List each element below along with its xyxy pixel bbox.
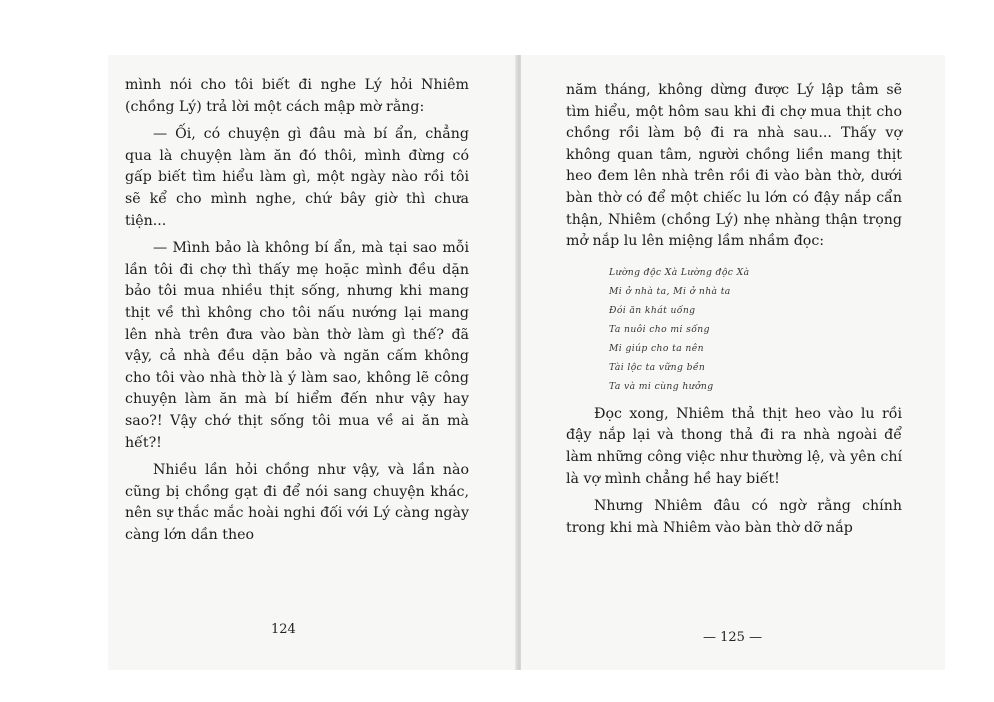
- verse-line: Đói ăn khát uống: [609, 304, 696, 316]
- page-number: — 125 —: [703, 630, 763, 645]
- left-page-text: [125, 75, 469, 546]
- right-page: [521, 55, 945, 670]
- verse-line: Mi giúp cho ta nên: [609, 342, 704, 354]
- verse-line: Ta và mi cùng hưởng: [609, 380, 714, 392]
- paragraph: năm tháng, không dừng được Lý lập tâm sẽ tìm hiểu, một hôm sau khi đi chợ mua thịt cho chồng rồi làm bộ đi ra nhà sau... Thấy vợ không quan tâm, người chồng liền mang thịt heo đem lên nhà trên rồi đi vào bàn thờ, dưới bàn thờ có để một chiếc lu lớn có đậy nắp cẩn thận, Nhiêm (chồng Lý) nhẹ nhàng thận trọng mở nắp lu lên miệng lầm nhầm đọc:: [566, 82, 902, 250]
- paragraph: Nhiều lần hỏi chồng như vậy, và lần nào cũng bị chồng gạt đi để nói sang chuyện khác, nên sự thắc mắc hoài nghi đối với Lý càng ngày càng lớn dần theo: [125, 462, 469, 543]
- verse-line: Mi ở nhà ta, Mi ở nhà ta: [609, 285, 731, 297]
- incantation-verse: [609, 263, 902, 396]
- verse-line: Lường độc Xà Lường độc Xà: [609, 266, 750, 278]
- verse-line: Ta nuôi cho mi sống: [609, 323, 710, 335]
- page-number: 124: [271, 622, 296, 637]
- paragraph: mình nói cho tôi biết đi nghe Lý hỏi Nhiêm (chồng Lý) trả lời một cách mập mờ rằng:: [125, 77, 469, 115]
- left-page: [108, 55, 516, 670]
- paragraph: — Ối, có chuyện gì đâu mà bí ẩn, chẳng qua là chuyện làm ăn đó thôi, mình đừng có gấp biết tìm hiểu làm gì, một ngày nào rồi tôi sẽ kể cho mình nghe, chứ bây giờ thì chưa tiện...: [125, 126, 469, 229]
- paragraph: Nhưng Nhiêm đâu có ngờ rằng chính trong khi mà Nhiêm vào bàn thờ dỡ nắp: [566, 498, 902, 536]
- right-page-text: [566, 80, 902, 539]
- paragraph: Đọc xong, Nhiêm thả thịt heo vào lu rồi đậy nắp lại và thong thả đi ra nhà ngoài để làm những công việc như thường lệ, và yên chí là vợ mình chẳng hề hay biết!: [566, 405, 902, 487]
- paragraph: — Mình bảo là không bí ẩn, mà tại sao mỗi lần tôi đi chợ thì thấy mẹ hoặc mình đều dặn bảo tôi mua nhiều thịt sống, nhưng khi mang thịt về thì không cho tôi nấu nướng lại mang lên nhà trên đưa vào bàn thờ làm gì thế? đã vậy, cả nhà đều dặn bảo và ngăn cấm không cho tôi vào nhà thờ là ý làm sao, không lẽ công chuyện làm ăn mà bí hiểm đến như vậy hay sao?! Vậy chớ thịt sống tôi mua về ai ăn mà hết?!: [125, 240, 469, 451]
- verse-line: Tài lộc ta vững bền: [609, 361, 706, 373]
